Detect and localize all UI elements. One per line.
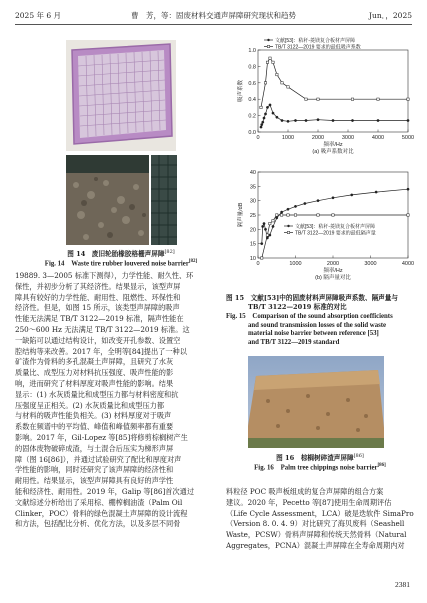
data-point bbox=[262, 121, 264, 123]
right-body-text bbox=[226, 487, 418, 552]
x-tick-label: 0 bbox=[256, 261, 260, 267]
text-line: 影响。2017 年，Gil-Lopez 等[85]将修剪棕榈树产生 bbox=[15, 432, 188, 442]
data-point bbox=[269, 222, 271, 224]
text-line: 显示：(1) 水灰质量比和成型压力都与材料密度和抗 bbox=[15, 389, 179, 399]
data-point bbox=[263, 222, 265, 224]
data-point bbox=[264, 228, 266, 230]
text-line: 文献综述分析给出了采用棕、棚榨榈油渣（Palm Oil bbox=[15, 497, 183, 507]
series-line-2 bbox=[262, 215, 408, 258]
data-point bbox=[280, 211, 282, 213]
data-point bbox=[351, 98, 353, 100]
data-point bbox=[287, 214, 289, 216]
text-line: Waste，PCSW）骨料声屏障和传统天然骨料（Natural bbox=[226, 530, 407, 540]
subfigure-caption: (a) 吸声系数对比 bbox=[312, 149, 354, 155]
x-tick-label: 1000 bbox=[281, 135, 295, 141]
header-date: 2025 年 6 月 bbox=[15, 11, 62, 20]
fig16-caption-cn: 图 16 棕榈树碎渣声屏障[86] bbox=[276, 453, 364, 463]
data-point bbox=[281, 82, 283, 84]
header-rule bbox=[15, 24, 412, 25]
text-line: 矿渣作为骨料的多孔混凝土声屏障，且研究了水灰 bbox=[15, 357, 174, 367]
data-point bbox=[294, 214, 296, 216]
text-line: 保性，并初步分析了其经济性。结果显示，该型声屏 bbox=[15, 281, 181, 291]
text-line: （Version 8. 0. 4. 9）对比研究了海贝废料（Seashell bbox=[226, 519, 405, 529]
text-line: （Life Cycle Assessment，LCA）破是迭软件 SimaPro bbox=[226, 508, 414, 518]
y-tick-label: 0.0 bbox=[248, 130, 256, 136]
y-tick-label: 35 bbox=[249, 184, 256, 191]
data-point bbox=[272, 112, 274, 114]
data-point bbox=[261, 123, 263, 125]
y-tick-label: 20 bbox=[249, 227, 256, 234]
data-point bbox=[260, 126, 262, 128]
data-point bbox=[287, 86, 289, 88]
data-point bbox=[272, 61, 274, 63]
data-point bbox=[272, 220, 274, 222]
legend-label: 文献[53]：秸秆-菱镁复合板材声屏障 bbox=[295, 223, 376, 230]
data-point bbox=[332, 214, 334, 216]
y-tick-label: 1.0 bbox=[248, 48, 256, 54]
data-point bbox=[351, 194, 353, 196]
text-line: 和方法，包括配比分析、优化方法，以及多层不同骨 bbox=[15, 519, 181, 529]
chart-a-sound-absorption bbox=[224, 34, 420, 164]
data-point bbox=[407, 188, 409, 190]
x-tick-label: 4000 bbox=[371, 135, 385, 141]
x-tick-label: 0 bbox=[256, 135, 260, 141]
y-tick-label: 0.8 bbox=[248, 64, 256, 71]
x-axis-label: 频率/Hz bbox=[323, 268, 343, 274]
data-point bbox=[287, 208, 289, 210]
legend-marker bbox=[287, 231, 289, 233]
text-line: 能和经济性、耐用性。2019 年，Galip 等[86]首次通过 bbox=[15, 486, 195, 496]
text-line: 障（图 16[86]），并通过试验研究了配比和厚度对声 bbox=[15, 454, 182, 464]
header-title: 曹 芳，等：固废材料交通声屏障研究现状和趋势 bbox=[131, 11, 296, 20]
fig14-caption-cn: 图 14 废旧轮胎橡胶格栅声屏障[82] bbox=[67, 249, 175, 259]
text-line: 建议。2020 年，Pecetto 等[87]使用生命周期评估 bbox=[226, 497, 392, 507]
text-line: 耐用性。结果显示，该型声屏障具有良好的声学性 bbox=[15, 476, 174, 486]
data-point bbox=[305, 119, 307, 121]
data-point bbox=[317, 98, 319, 100]
page-number: 2381 bbox=[395, 580, 410, 589]
y-tick-label: 0.6 bbox=[248, 80, 256, 87]
fig15-caption-en: Fig. 15 Comparison of the sound absorption coefficients and sound transmission losses of the solid waste material noise barrier between reference [53] and TB/T 3122—2019 standard bbox=[226, 313, 393, 346]
data-point bbox=[276, 73, 278, 75]
data-point bbox=[317, 214, 319, 216]
data-point bbox=[272, 225, 274, 227]
data-point bbox=[280, 214, 282, 216]
data-point bbox=[264, 82, 266, 84]
x-axis-label: 频率/Hz bbox=[323, 142, 343, 148]
data-point bbox=[351, 119, 353, 121]
legend-marker bbox=[267, 39, 269, 41]
series-line-1 bbox=[261, 105, 408, 127]
text-line: 压强度呈正相关。(2) 水灰质量比和成型压力都 bbox=[15, 400, 165, 410]
left-body-text bbox=[15, 271, 215, 530]
data-point bbox=[269, 104, 271, 106]
text-line: 质量比、成型压力对材料抗压强度、吸声性能的影 bbox=[15, 368, 174, 378]
data-point bbox=[263, 117, 265, 119]
fig14-photo-bottom-left bbox=[66, 155, 149, 245]
data-point bbox=[407, 214, 409, 216]
y-tick-label: 0.2 bbox=[248, 113, 256, 120]
text-line: 250～600 Hz 无法满足 TB/T 3122—2019 标准。这 bbox=[15, 324, 190, 334]
data-point bbox=[281, 119, 283, 121]
data-point bbox=[266, 234, 268, 236]
data-point bbox=[407, 98, 409, 100]
running-header bbox=[0, 10, 427, 24]
data-point bbox=[269, 57, 271, 59]
subfigure-caption: (b) 隔声量对比 bbox=[315, 275, 351, 281]
text-line: 的固体废物破碎成渣，与土混合后压实为梯形声屏 bbox=[15, 443, 174, 453]
x-tick-label: 3000 bbox=[364, 261, 377, 267]
text-line: 一缺陷可以通过结构设计，如改变开孔参数、设置空 bbox=[15, 335, 181, 345]
y-tick-label: 0.4 bbox=[248, 97, 256, 104]
text-line: 腔结构等来改善。2017 年，全明等[84]提出了一种以 bbox=[15, 346, 187, 356]
legend-marker bbox=[267, 45, 269, 47]
data-point bbox=[261, 257, 263, 259]
text-line: 经济性。但是，如图 15 所示，该类型声屏障的吸声 bbox=[15, 303, 180, 313]
data-point bbox=[332, 119, 334, 121]
data-point bbox=[269, 234, 271, 236]
x-tick-label: 5000 bbox=[401, 135, 415, 141]
data-point bbox=[294, 119, 296, 121]
data-point bbox=[266, 61, 268, 63]
y-tick-label: 25 bbox=[249, 213, 256, 219]
header-date-en: Jun．，2025 bbox=[368, 11, 412, 20]
text-line: Clinker，POC）骨料的绿色混凝土声屏障的设计流程 bbox=[15, 508, 188, 518]
legend-label: TB/T 3122—2019 要求的最低隔声量 bbox=[295, 230, 376, 237]
text-line: 响，进而研究了材料厚度对吸声性能的影响。结果 bbox=[15, 378, 174, 388]
data-point bbox=[377, 98, 379, 100]
data-point bbox=[266, 106, 268, 108]
data-point bbox=[332, 197, 334, 199]
text-line: 系数在频谱中的平均值、峰值和峰值频率都有重要 bbox=[15, 422, 174, 432]
y-tick-label: 30 bbox=[249, 198, 256, 205]
x-tick-label: 1000 bbox=[289, 261, 302, 267]
data-point bbox=[317, 119, 319, 121]
fig16-photo bbox=[248, 356, 384, 448]
data-point bbox=[294, 205, 296, 207]
fig16-caption-en: Fig. 16 Palm tree chippings noise barrier[86] bbox=[254, 463, 386, 472]
data-point bbox=[276, 116, 278, 118]
text-line: 学性能的影响，同时还研究了该声屏障的经济性和 bbox=[15, 465, 174, 475]
data-point bbox=[276, 217, 278, 219]
data-point bbox=[375, 191, 377, 193]
data-point bbox=[264, 113, 266, 115]
y-axis-label: 隔声量/dB bbox=[238, 202, 244, 228]
data-point bbox=[287, 120, 289, 122]
data-point bbox=[304, 202, 306, 204]
fig14-caption-en: Fig. 14 Waste tire rubber louvered noise barrier[82] bbox=[44, 259, 198, 268]
y-axis-label: 吸声系数 bbox=[238, 79, 244, 103]
text-line: 19889. 3—2005 标准下测得），力学性能、耐久性、环 bbox=[15, 271, 194, 280]
legend-label: 文献[53]：秸秆-菱镁复合板材声屏障 bbox=[275, 37, 356, 44]
x-tick-label: 4000 bbox=[401, 261, 415, 267]
y-tick-label: 15 bbox=[249, 241, 256, 248]
y-tick-label: 40 bbox=[249, 170, 256, 176]
x-tick-label: 3000 bbox=[341, 135, 355, 141]
data-point bbox=[260, 106, 262, 108]
text-line: 障具有较好的力学性能、耐用性、阻燃性、环保性和 bbox=[15, 292, 181, 302]
y-tick-label: 10 bbox=[249, 256, 256, 262]
x-tick-label: 2000 bbox=[311, 135, 325, 141]
data-point bbox=[276, 214, 278, 216]
fig15-caption-cn: 图 15 文献[53]中的固废材料声屏障吸声系数、隔声量与 TB/T 3122—2019 标准的对比 bbox=[226, 294, 398, 311]
data-point bbox=[261, 242, 263, 244]
text-line: 性能无法满足 TB/T 3122—2019 标准，隔声性能在 bbox=[15, 314, 184, 324]
data-point bbox=[261, 225, 263, 227]
data-point bbox=[407, 119, 409, 121]
data-point bbox=[305, 98, 307, 100]
legend-label: TB/T 3122—2019 要求的最低吸声系数 bbox=[275, 44, 361, 51]
fig14-photo-top bbox=[66, 40, 176, 151]
chart-b-sound-insulation bbox=[224, 166, 420, 288]
legend-marker bbox=[287, 225, 289, 227]
x-tick-label: 2000 bbox=[326, 261, 340, 267]
data-point bbox=[377, 119, 379, 121]
text-line: 与材料的吸声性能负相关。(3) 材料厚度对于吸声 bbox=[15, 411, 172, 421]
text-line: Aggregates，PCNA）混凝土声屏障在全寿命周期内对 bbox=[226, 540, 405, 550]
text-line: 料粒径 POC 吸声板组成的复合声屏障的组合方案 bbox=[226, 487, 384, 496]
fig14-photo-bottom-right bbox=[151, 155, 177, 245]
data-point bbox=[317, 199, 319, 201]
